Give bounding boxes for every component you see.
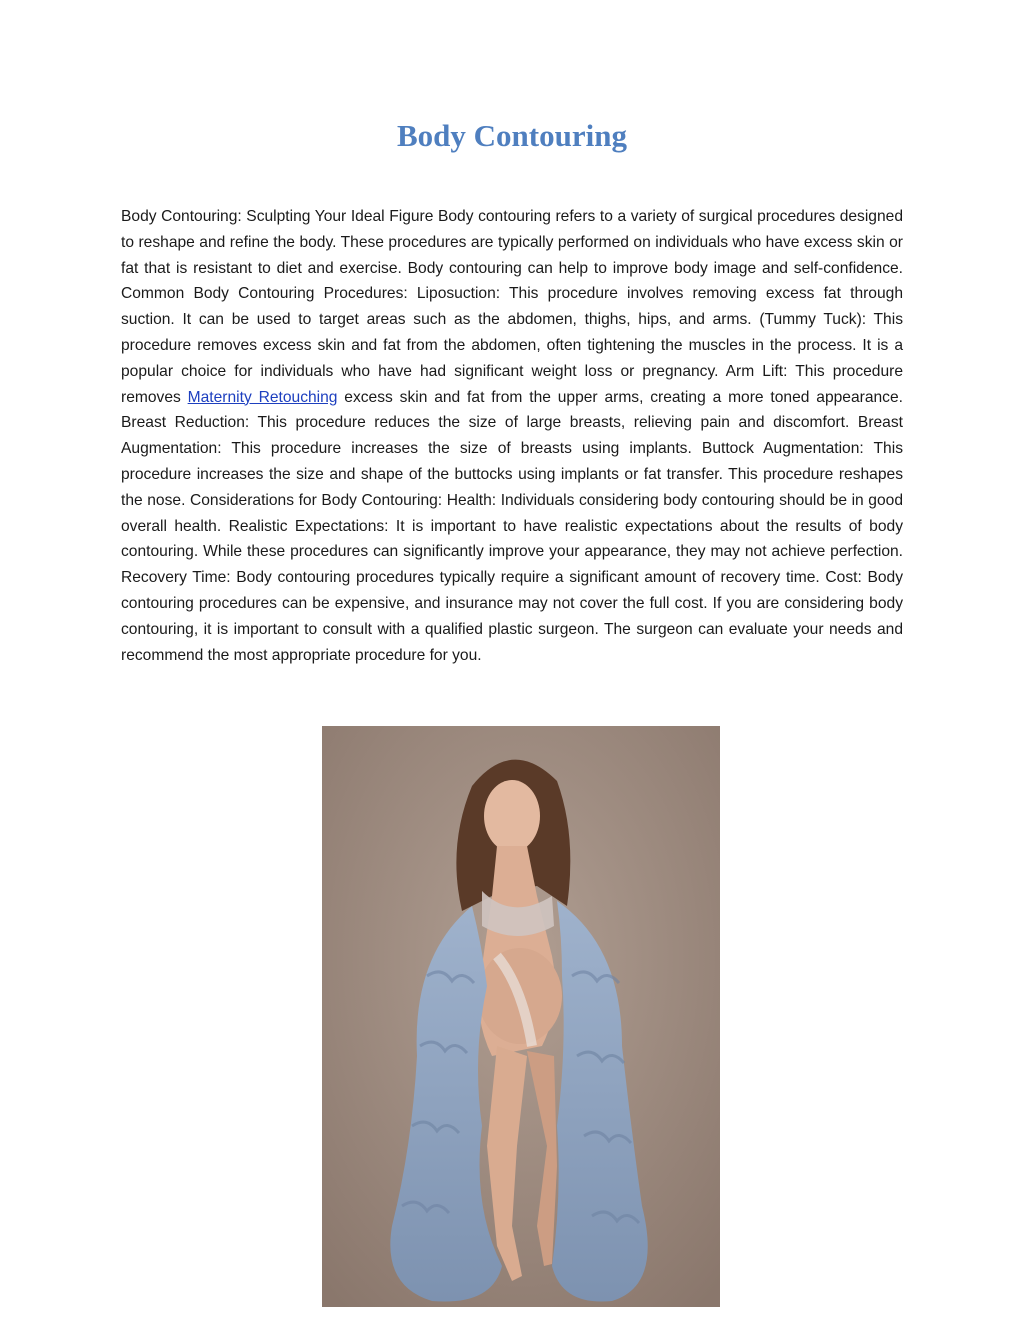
maternity-retouching-link[interactable]: Maternity Retouching [187, 388, 338, 406]
maternity-photo [322, 726, 720, 1307]
paragraph-text-after-link: excess skin and fat from the upper arms, creating a more toned appearance. Breast Reduction: This procedure reduces the size of large breasts, relieving pain and discomfort. Breast Augmentation: This procedure increases the size of breasts using implants. Buttock Augmentation: This procedure increases the size and shape of the buttocks using implants or fat transfer. This procedure reshapes the nose. Considerations for Body Contouring: Health: Individuals considering body contouring should be in good overall health. Realistic Expectations: It is important to have realistic expectations about the results of body contouring. While these procedures can significantly improve your appearance, they may not achieve perfection. Recovery Time: Body contouring procedures typically require a significant amount of recovery time. Cost: Body contouring procedures can be expensive, and insurance may not cover the full cost. If you are considering body contouring, it is important to consult with a qualified plastic surgeon. The surgeon can evaluate your needs and recommend the most appropriate procedure for you. [121, 388, 903, 664]
body-paragraph [121, 204, 903, 668]
page-title: Body Contouring [397, 118, 627, 153]
paragraph-text-before-link: Body Contouring: Sculpting Your Ideal Figure Body contouring refers to a variety of surgical procedures designed to reshape and refine the body. These procedures are typically performed on individuals who have excess skin or fat that is resistant to diet and exercise. Body contouring can help to improve body image and self-confidence. Common Body Contouring Procedures: Liposuction: This procedure involves removing excess fat through suction. It can be used to target areas such as the abdomen, thighs, hips, and arms. (Tummy Tuck): This procedure removes excess skin and fat from the abdomen, often tightening the muscles in the process. It is a popular choice for individuals who have had significant weight loss or pregnancy. Arm Lift: This procedure removes [121, 208, 903, 406]
